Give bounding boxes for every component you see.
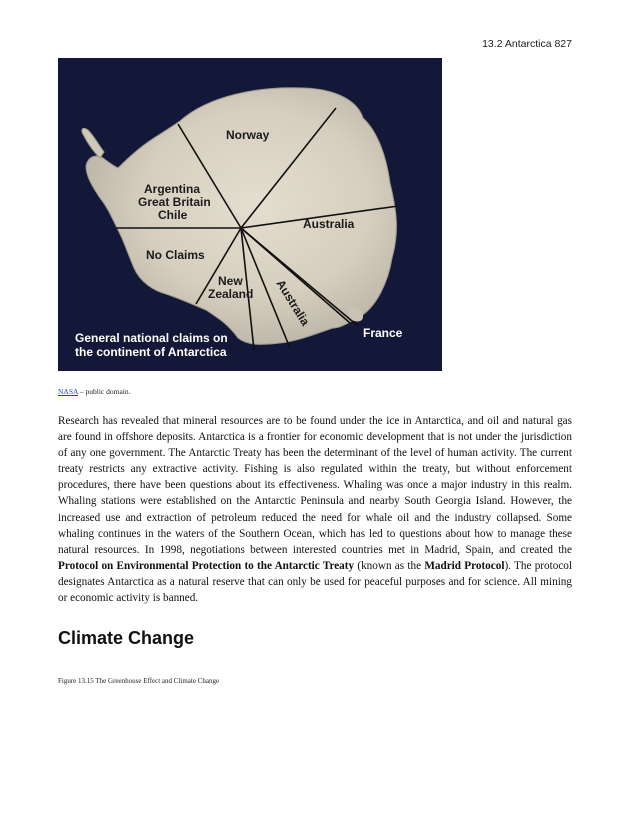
map-caption-line1: General national claims on xyxy=(75,331,228,345)
figure-reference: Figure 13.15 The Greenhouse Effect and Climate Change xyxy=(58,677,220,685)
protocol-term: Protocol on Environmental Protection to the Antarctic Treaty xyxy=(58,559,355,572)
nasa-link[interactable]: NASA xyxy=(58,387,79,396)
section-heading: Climate Change xyxy=(58,628,195,648)
body-paragraph xyxy=(58,413,572,606)
label-france: France xyxy=(363,326,403,340)
image-credit xyxy=(58,387,131,396)
label-great-britain: Great Britain xyxy=(138,195,211,209)
label-new: New xyxy=(218,274,243,288)
label-no-claims: No Claims xyxy=(146,248,205,262)
body-text-part2: (known as the xyxy=(354,559,425,572)
label-zealand: Zealand xyxy=(208,287,254,301)
running-head: 13.2 Antarctica 827 xyxy=(482,38,572,50)
body-text-part1: Research has revealed that mineral resources are to be found under the ice in Antarctica, and oil and natural gas are found in offshore deposits. Antarctica is a frontier for economic development that is not under the jurisdiction of any one government. The Antarctic Treaty has been the determinant of the level of human activity. The current treaty restricts any extractive activity. Fishing is also regulated within the treaty, but without enforcement procedures, there have been questions about its effectiveness. Whaling was once a major industry in this realm. Whaling stations were established on the Antarctic Peninsula and nearby South Georgia Island. However, the increased use and extraction of petroleum reduced the need for whale oil and the industry collapsed. Some whaling continues in the waters of the Southern Ocean, which has led to questions about how to manage these natural resources. In 1998, negotiations between interested countries met in Madrid, Spain, and created the xyxy=(58,415,572,556)
madrid-protocol-term: Madrid Protocol xyxy=(424,559,505,572)
antarctica-claims-map xyxy=(58,58,442,371)
map-image xyxy=(58,58,442,371)
label-argentina: Argentina xyxy=(144,182,201,196)
label-norway: Norway xyxy=(226,128,270,142)
label-chile: Chile xyxy=(158,208,188,222)
label-australia-east: Australia xyxy=(303,217,355,231)
credit-text: – public domain. xyxy=(78,387,131,396)
body-text-part3: ). The protocol designates Antarctica as a natural reserve that can only be used for peaceful purposes and for science. All mining or economic activity is banned. xyxy=(58,559,572,605)
label-australia-diagonal: Australia xyxy=(273,277,313,329)
map-caption-line2: the continent of Antarctica xyxy=(75,345,227,359)
